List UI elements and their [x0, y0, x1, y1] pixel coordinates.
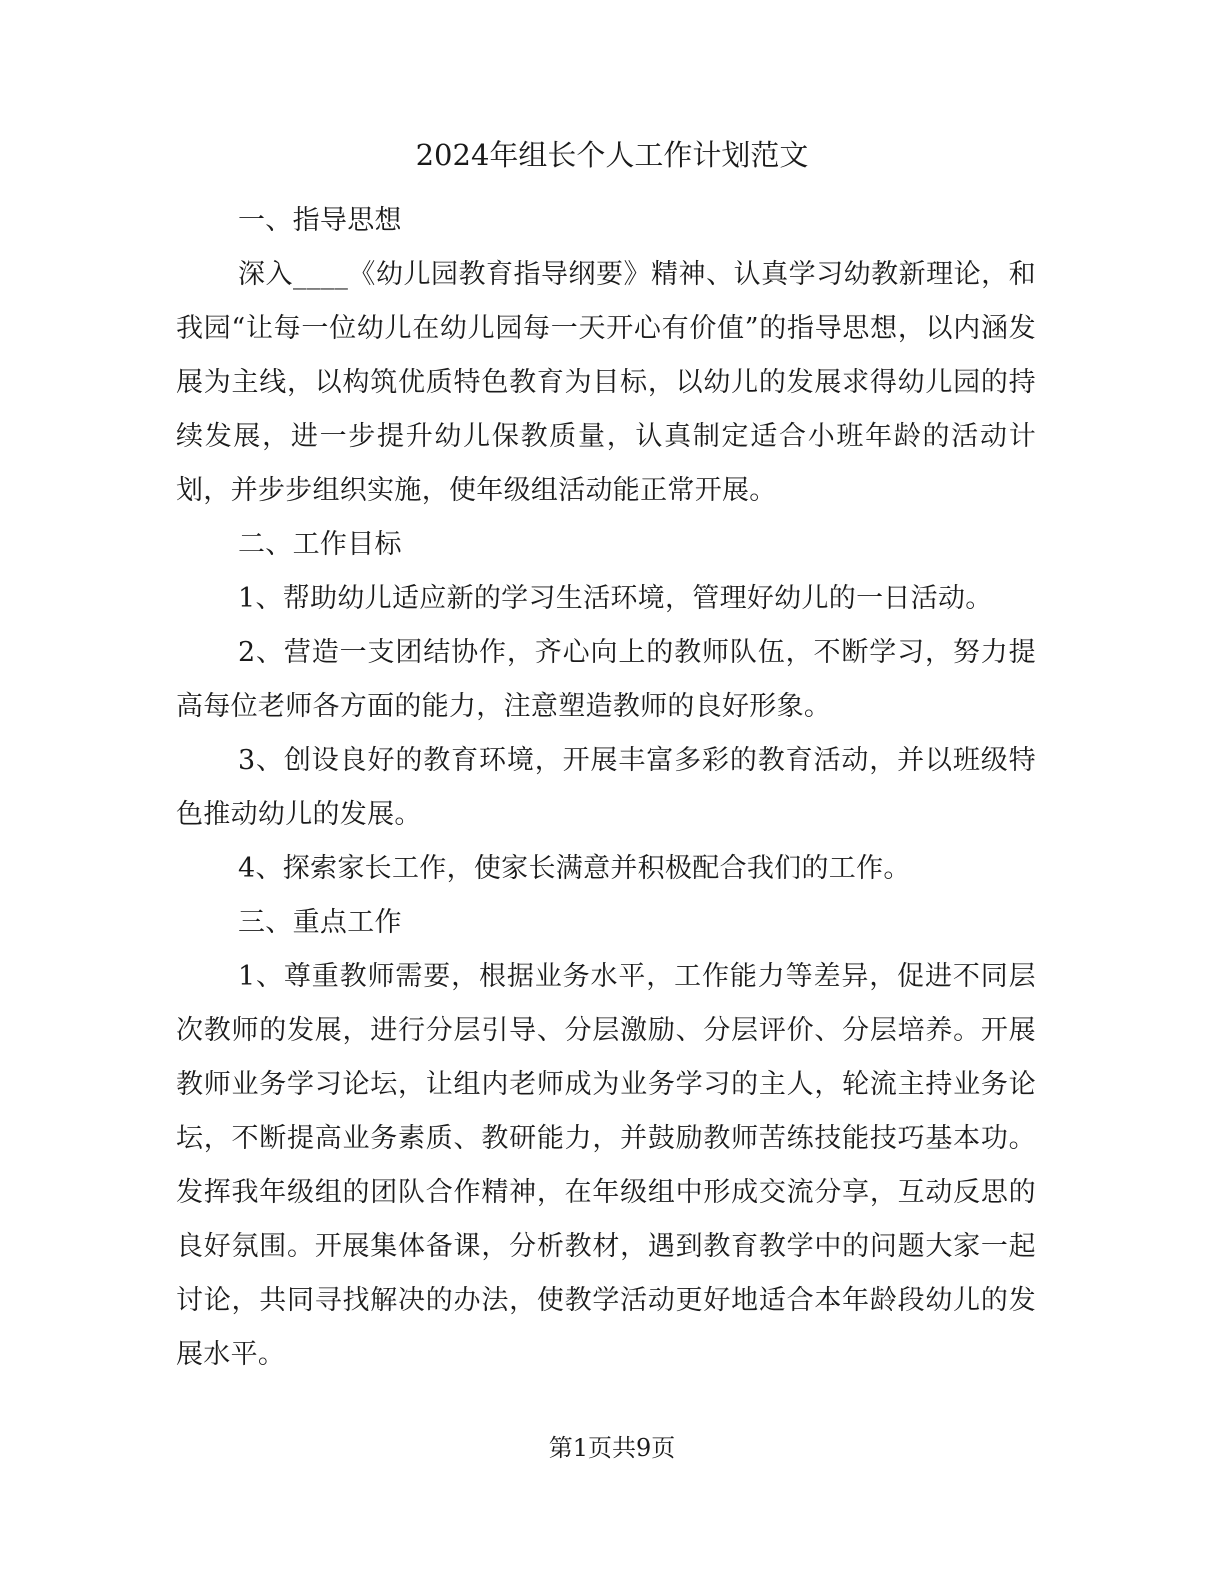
goal-item-3: 3、创设良好的教育环境，开展丰富多彩的教育活动，并以班级特色推动幼儿的发展。: [176, 745, 1036, 830]
paragraph-guiding-thought: 深入____《幼儿园教育指导纲要》精神、认真学习幼教新理论，和我园“让每一位幼儿在幼儿园每一天开心有价值”的指导思想，以内涵发展为主线，以构筑优质特色教育为目标，以幼儿的发展求得幼儿园的持续发展，进一步提升幼儿保教质量，认真制定适合小班年龄的活动计划，并步步组织实施，使年级组活动能正常开展。: [176, 259, 1036, 506]
key-work-item-1: 1、尊重教师需要，根据业务水平，工作能力等差异，促进不同层次教师的发展，进行分层引导、分层激励、分层评价、分层培养。开展教师业务学习论坛，让组内老师成为业务学习的主人，轮流主持业务论坛，不断提高业务素质、教研能力，并鼓励教师苦练技能技巧基本功。发挥我年级组的团队合作精神，在年级组中形成交流分享，互动反思的良好氛围。开展集体备课，分析教材，遇到教育教学中的问题大家一起讨论，共同寻找解决的办法，使教学活动更好地适合本年龄段幼儿的发展水平。: [176, 961, 1036, 1370]
goal-item-1: 1、帮助幼儿适应新的学习生活环境，管理好幼儿的一日活动。: [238, 583, 993, 614]
section-heading-key-work: 三、重点工作: [238, 907, 402, 938]
page-number-footer: 第1页共9页: [548, 1434, 676, 1462]
goal-item-4: 4、探索家长工作，使家长满意并积极配合我们的工作。: [238, 853, 911, 884]
document-body: [176, 194, 1036, 1382]
section-heading-work-goals: 二、工作目标: [238, 529, 402, 560]
goal-item-2: 2、营造一支团结协作，齐心向上的教师队伍，不断学习，努力提高每位老师各方面的能力，注意塑造教师的良好形象。: [176, 637, 1036, 722]
section-heading-guiding-thought: 一、指导思想: [238, 205, 402, 236]
document-title: 2024年组长个人工作计划范文: [415, 138, 809, 172]
